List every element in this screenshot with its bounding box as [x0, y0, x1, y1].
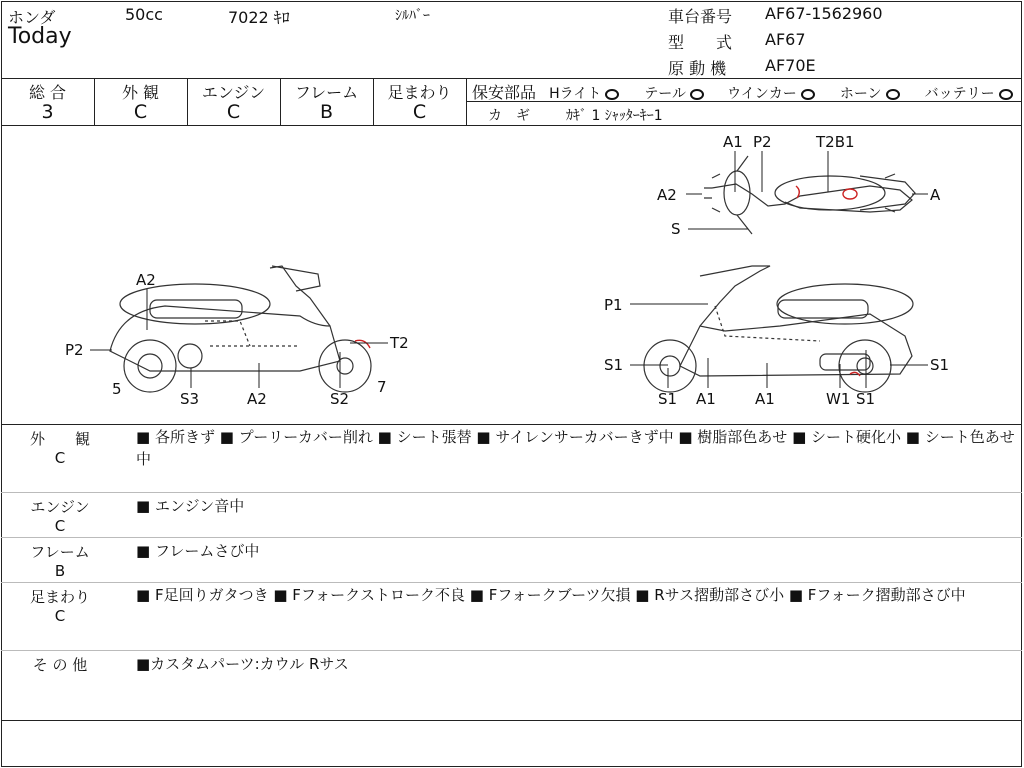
safety-item-name: ウインカー — [727, 86, 797, 102]
safety-item-headlight — [549, 86, 619, 102]
damage-label: A2 — [657, 186, 677, 204]
safety-item-name: バッテリー — [924, 86, 995, 102]
ok-circle-icon — [999, 89, 1013, 100]
damage-label: S1 — [930, 356, 950, 374]
detail-label: フレーム — [30, 543, 90, 561]
type-label: 型 式 — [668, 33, 733, 52]
damage-label: A2 — [247, 390, 267, 408]
damage-label: T2B1 — [816, 133, 855, 151]
damage-label: T2 — [390, 334, 409, 352]
left-view-labels — [65, 271, 409, 408]
detail-text: ■ エンジン音中 — [136, 497, 245, 515]
safety-item-name: Hライト — [549, 86, 602, 102]
left-view-leaders — [90, 289, 388, 388]
type-value: AF67 — [765, 30, 806, 49]
detail-label: 足まわり — [29, 588, 90, 606]
detail-text: ■ F足回りガタつき ■ Fフォークストローク不良 ■ Fフォークブーツ欠損 ■ Rサス摺動部さび小 ■ Fフォーク摺動部さび中 — [136, 586, 966, 604]
divider — [466, 78, 467, 125]
safety-item-name: ホーン — [839, 86, 882, 102]
top-view-scooter — [704, 156, 915, 234]
detail-grade: C — [54, 449, 66, 467]
chassis-value: AF67-1562960 — [765, 4, 883, 23]
detail-label: 外 観 — [29, 430, 90, 448]
ok-circle-icon — [801, 89, 815, 100]
grade-value: B — [319, 101, 334, 123]
grade-label: 足まわり — [387, 83, 452, 102]
detail-grade: C — [54, 607, 66, 625]
top-view-leaders — [686, 151, 928, 229]
safety-label: 保安部品 — [472, 83, 537, 102]
safety-item-winker — [727, 86, 815, 102]
divider — [1, 424, 1022, 425]
grade-label: 外 観 — [121, 83, 160, 102]
damage-label: A2 — [136, 271, 156, 289]
top-view-labels — [657, 133, 941, 238]
grade-value: 3 — [41, 101, 54, 123]
safety-item-name: テール — [644, 86, 687, 102]
ok-circle-icon — [690, 89, 704, 100]
model-name: Today — [8, 24, 72, 49]
damage-label: A1 — [696, 390, 716, 408]
damage-diagram — [0, 126, 1022, 424]
damage-label: W1 — [826, 390, 851, 408]
damage-label: A1 — [755, 390, 775, 408]
damage-label: S1 — [658, 390, 678, 408]
detail-text: ■ フレームさび中 — [136, 542, 260, 560]
detail-text: ■ 各所きず ■ プーリーカバー削れ ■ シート張替 ■ サイレンサーカバーきず中 ■ 樹脂部色あせ ■ シート硬化小 ■ シート色あせ中 — [136, 428, 1015, 468]
damage-label: A — [930, 186, 941, 204]
grade-value: C — [133, 101, 148, 123]
grade-label: 総 合 — [28, 83, 67, 102]
damage-label: 5 — [112, 380, 122, 398]
grade-value: C — [412, 101, 427, 123]
detail-grade: B — [54, 562, 66, 580]
damage-label: 7 — [377, 378, 387, 396]
damage-label: S3 — [180, 390, 200, 408]
chassis-label: 車台番号 — [668, 7, 733, 26]
damage-label: S1 — [604, 356, 624, 374]
ok-circle-icon — [886, 89, 900, 100]
ok-circle-icon — [605, 89, 619, 100]
damage-label: S2 — [330, 390, 350, 408]
safety-item-battery — [925, 86, 1013, 102]
damage-label: S — [671, 220, 681, 238]
damage-label: P1 — [604, 296, 623, 314]
engine-label: 原 動 機 — [668, 59, 727, 78]
displacement: 50cc — [125, 5, 163, 24]
divider — [1, 720, 1022, 721]
grade-label: フレーム — [294, 83, 359, 102]
engine-value: AF70E — [765, 56, 816, 75]
key-label: カ ギ — [488, 108, 530, 124]
damage-label: S1 — [856, 390, 876, 408]
divider — [1, 537, 1022, 538]
safety-item-horn — [840, 86, 900, 102]
key-value: ｶｷﾞ 1 ｼｬｯﾀｰｷｰ1 — [566, 108, 663, 124]
detail-label: エンジン — [30, 498, 90, 516]
detail-grade: C — [54, 517, 66, 535]
detail-label: そ の 他 — [32, 656, 88, 674]
damage-label: A1 — [723, 133, 743, 151]
detail-text: ■カスタムパーツ:カウル Rサス — [136, 655, 349, 673]
right-view-labels — [604, 296, 949, 408]
divider — [1, 78, 1022, 79]
mileage: 7022 ｷﾛ — [228, 8, 290, 27]
divider — [1, 650, 1022, 651]
grade-label: エンジン — [201, 83, 266, 102]
safety-item-tail — [644, 86, 704, 102]
divider — [1, 582, 1022, 583]
divider — [1, 492, 1022, 493]
damage-label: P2 — [65, 341, 84, 359]
damage-label: P2 — [753, 133, 772, 151]
maker: ホンダ — [8, 8, 56, 27]
safety-parts — [472, 80, 1013, 103]
color: ｼﾙﾊﾞｰ — [395, 8, 430, 24]
grade-value: C — [226, 101, 241, 123]
right-view-scooter — [644, 266, 913, 392]
